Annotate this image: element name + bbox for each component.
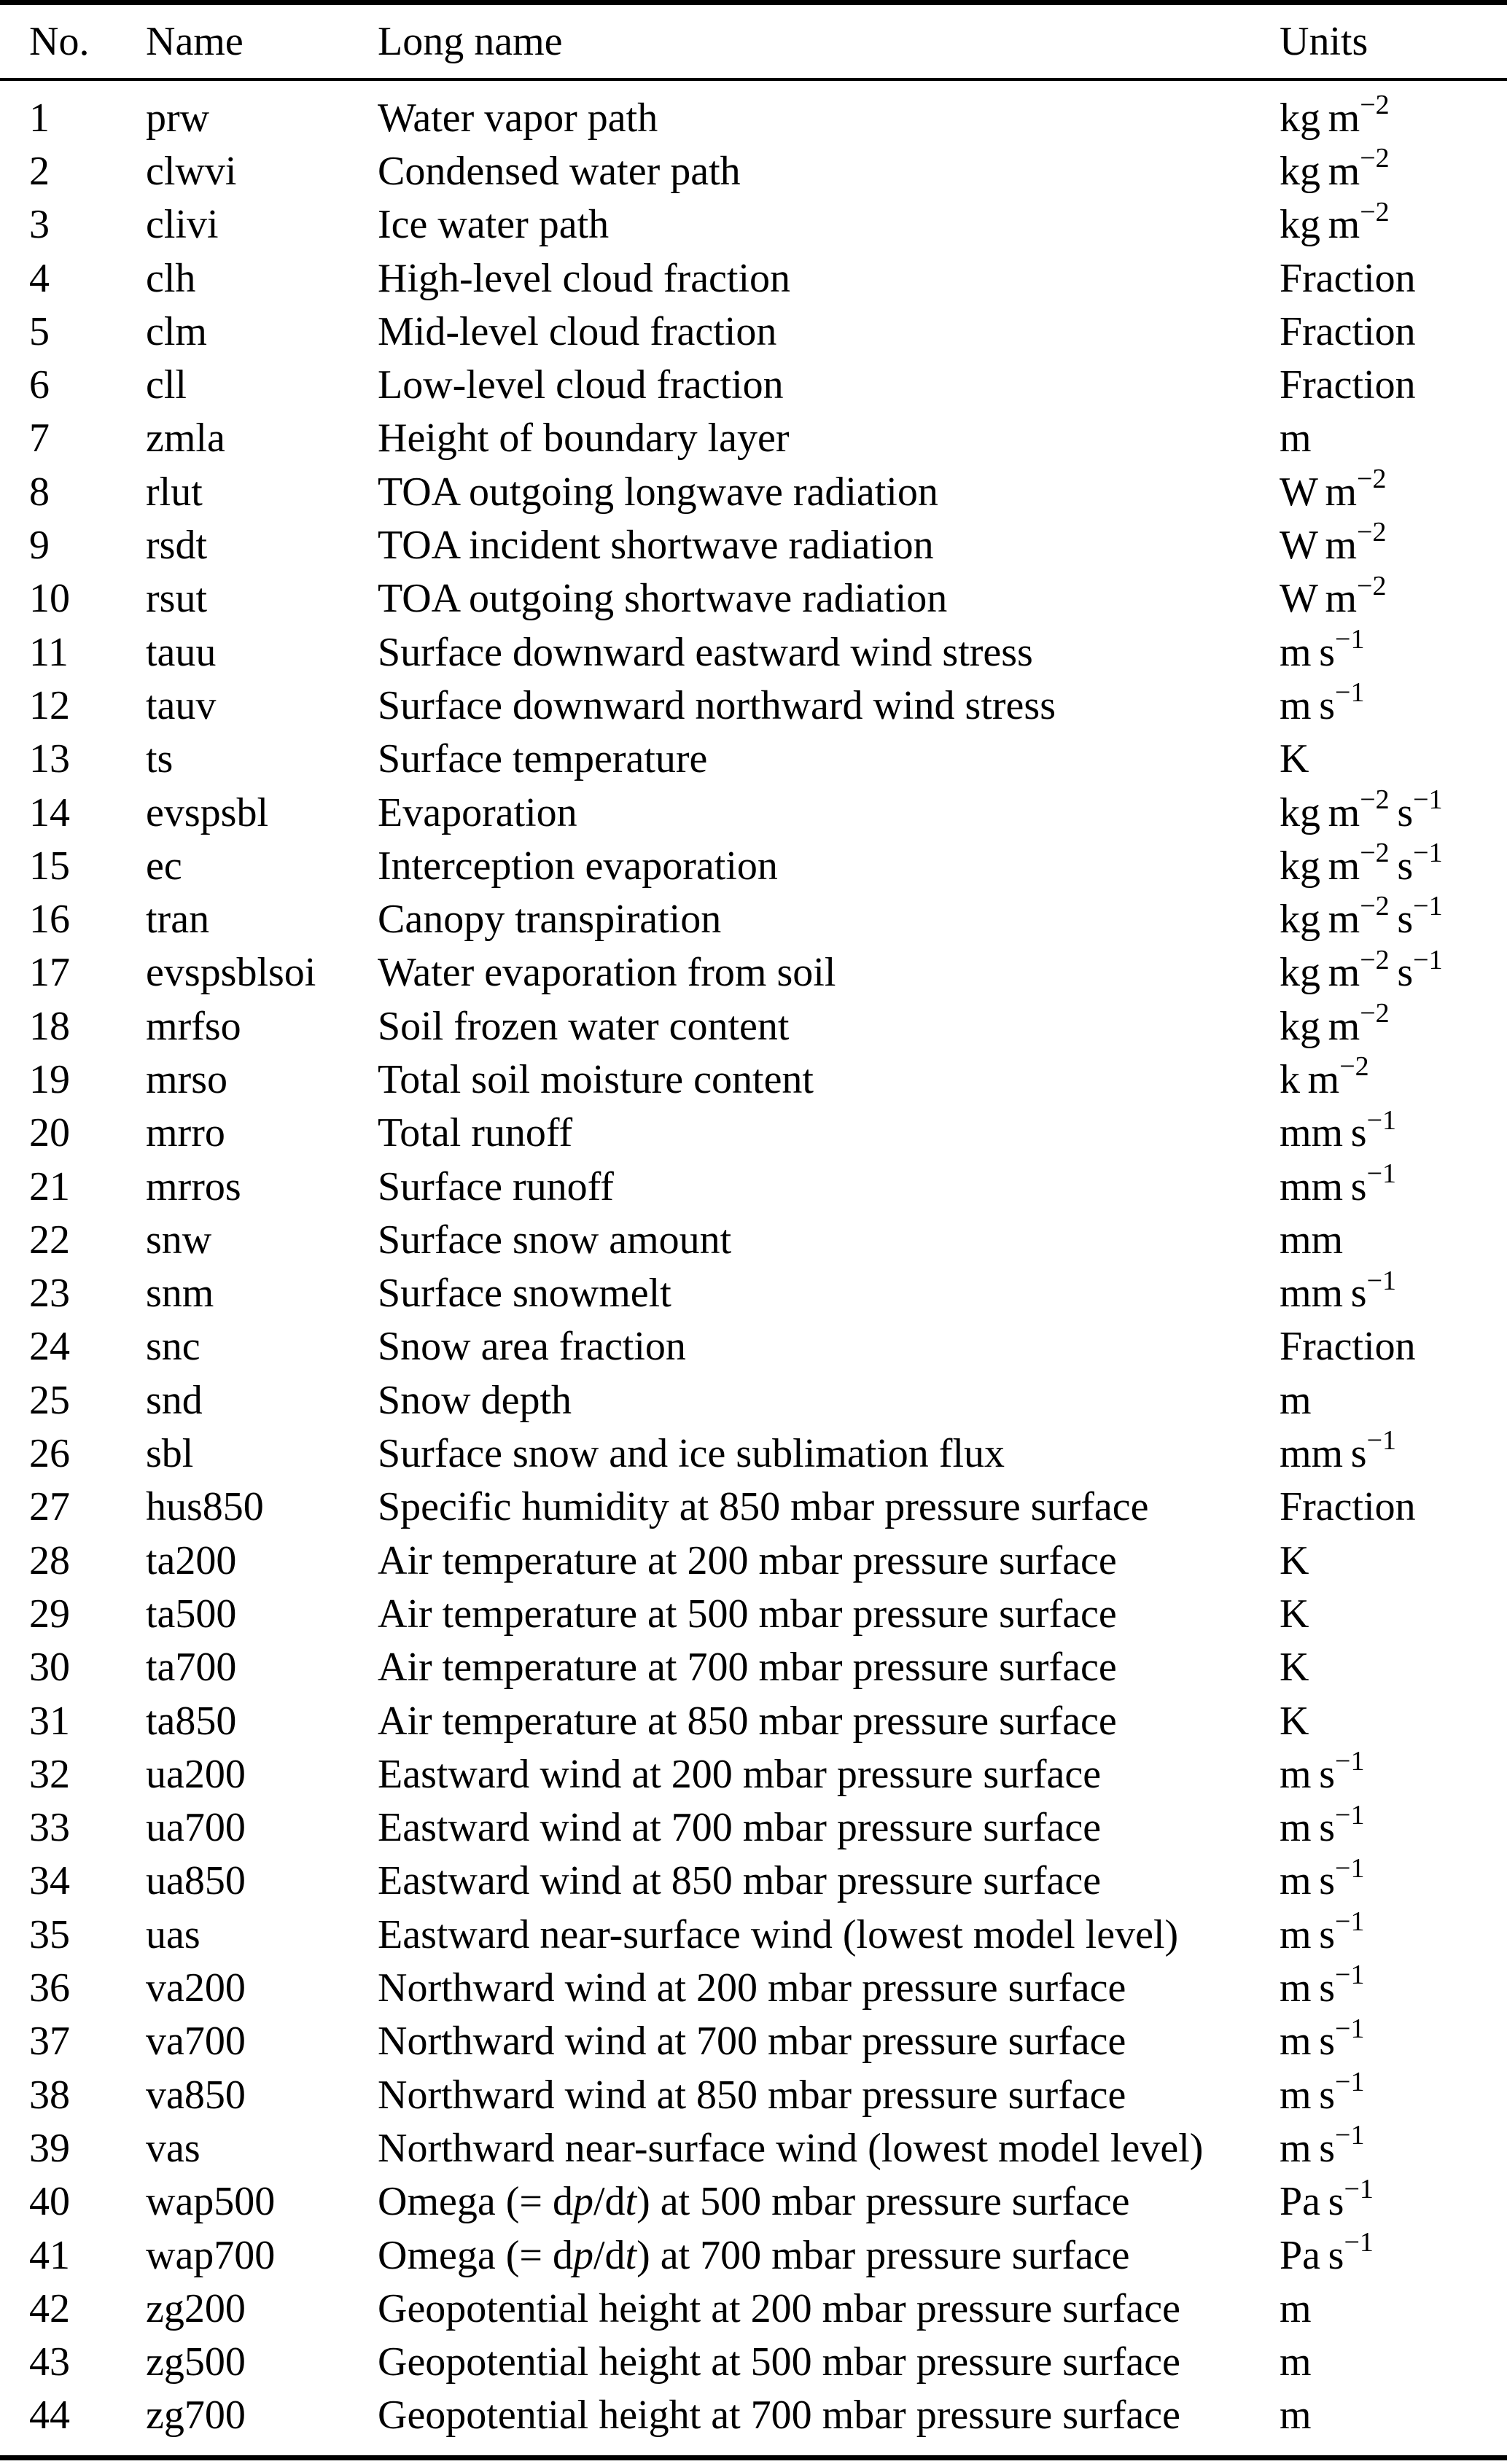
- cell-units: m $s^{-1}$: [1280, 1906, 1365, 1957]
- table-bottom-rule: [0, 2455, 1507, 2460]
- cell-long-name: Omega (= dp/dt) at 500 mbar pressure surface: [378, 2179, 1130, 2225]
- cell-no: 20: [29, 1110, 70, 1156]
- cell-no: 25: [29, 1377, 70, 1423]
- cell-no: 3: [29, 202, 50, 248]
- table-row: [0, 1104, 1507, 1160]
- table-row: [0, 1587, 1507, 1640]
- table-row: [0, 2175, 1507, 2229]
- cell-units: K: [1280, 736, 1309, 782]
- cell-no: 18: [29, 1003, 70, 1049]
- cell-name: clh: [146, 255, 196, 301]
- cell-name: hus850: [146, 1484, 264, 1530]
- cell-name: sbl: [146, 1431, 194, 1477]
- cell-name: cll: [146, 362, 187, 408]
- cell-units: m $s^{-1}$: [1280, 1746, 1365, 1797]
- cell-no: 27: [29, 1484, 70, 1530]
- table-row: [0, 625, 1507, 679]
- cell-units: m: [1280, 2339, 1312, 2385]
- table-row: [0, 1534, 1507, 1587]
- cell-no: 39: [29, 2125, 70, 2171]
- cell-no: 30: [29, 1645, 70, 1691]
- cell-no: 1: [29, 95, 50, 141]
- cell-units: m: [1280, 2285, 1312, 2331]
- table-row: [0, 1267, 1507, 1320]
- cell-long-name: Eastward wind at 850 mbar pressure surface: [378, 1858, 1102, 1904]
- cell-no: 38: [29, 2072, 70, 2118]
- cell-name: ts: [146, 736, 174, 782]
- cell-name: clm: [146, 308, 207, 354]
- table-row: [0, 1160, 1507, 1213]
- cell-units: Fraction: [1280, 1324, 1416, 1370]
- cell-units: kg $m^{-2}$: [1280, 196, 1390, 248]
- table-header-rule: [0, 78, 1507, 81]
- table-row: [0, 572, 1507, 625]
- cell-name: tran: [146, 897, 210, 943]
- table-row: [0, 892, 1507, 946]
- cell-units: m $s^{-1}$: [1280, 2120, 1365, 2171]
- cell-units: K: [1280, 1537, 1309, 1583]
- cell-long-name: Surface runoff: [378, 1163, 614, 1209]
- cell-long-name: Water evaporation from soil: [378, 950, 836, 996]
- table-row: [0, 2282, 1507, 2335]
- cell-name: ua850: [146, 1858, 246, 1904]
- cell-units: m: [1280, 2393, 1312, 2438]
- table-body: [0, 91, 1507, 2442]
- cell-name: ta700: [146, 1645, 237, 1691]
- cell-long-name: Air temperature at 500 mbar pressure surface: [378, 1591, 1117, 1637]
- cell-units: K: [1280, 1645, 1309, 1691]
- cell-no: 16: [29, 897, 70, 943]
- cell-units: m $s^{-1}$: [1280, 2013, 1365, 2065]
- cell-name: ua200: [146, 1751, 246, 1797]
- cell-name: ec: [146, 843, 182, 889]
- table-row: [0, 839, 1507, 892]
- cell-no: 28: [29, 1537, 70, 1583]
- cell-long-name: Eastward near-surface wind (lowest model level): [378, 1911, 1179, 1957]
- cell-units: m $s^{-1}$: [1280, 624, 1365, 675]
- table-row: [0, 786, 1507, 839]
- cell-name: zg500: [146, 2339, 246, 2385]
- cell-name: rlut: [146, 469, 203, 515]
- cell-units: k $m^{-2}$: [1280, 1051, 1369, 1102]
- cell-long-name: High-level cloud fraction: [378, 255, 791, 301]
- cell-units: kg $m^{-2}$ $s^{-1}$: [1280, 891, 1443, 943]
- cell-long-name: Surface temperature: [378, 736, 708, 782]
- cell-units: mm: [1280, 1217, 1344, 1263]
- header-units: Units: [1280, 19, 1368, 64]
- cell-long-name: Geopotential height at 500 mbar pressure surface: [378, 2339, 1180, 2385]
- cell-long-name: Snow depth: [378, 1377, 572, 1423]
- cell-no: 42: [29, 2285, 70, 2331]
- cell-long-name: Northward wind at 850 mbar pressure surface: [378, 2072, 1126, 2118]
- cell-no: 33: [29, 1805, 70, 1851]
- cell-no: 4: [29, 255, 50, 301]
- table-row: [0, 1213, 1507, 1266]
- table-row: [0, 733, 1507, 786]
- cell-name: va700: [146, 2019, 246, 2065]
- cell-name: snw: [146, 1217, 212, 1263]
- cell-long-name: Ice water path: [378, 202, 610, 248]
- cell-name: zg700: [146, 2393, 246, 2438]
- cell-units: kg $m^{-2}$ $s^{-1}$: [1280, 838, 1443, 889]
- table-row: [0, 305, 1507, 358]
- cell-long-name: Evaporation: [378, 790, 577, 835]
- cell-no: 17: [29, 950, 70, 996]
- cell-units: W $m^{-2}$: [1280, 464, 1387, 515]
- cell-name: mrfso: [146, 1003, 241, 1049]
- cell-long-name: Geopotential height at 200 mbar pressure surface: [378, 2285, 1180, 2331]
- cell-no: 19: [29, 1056, 70, 1102]
- cell-units: m $s^{-1}$: [1280, 1960, 1365, 2011]
- table-header-row: [0, 5, 1507, 78]
- cell-long-name: Low-level cloud fraction: [378, 362, 784, 408]
- cell-name: zg200: [146, 2285, 246, 2331]
- cell-name: mrros: [146, 1163, 241, 1209]
- cell-units: K: [1280, 1591, 1309, 1637]
- cell-no: 34: [29, 1858, 70, 1904]
- cell-no: 32: [29, 1751, 70, 1797]
- header-name: Name: [146, 19, 244, 64]
- cell-units: m: [1280, 1377, 1312, 1423]
- cell-long-name: Soil frozen water content: [378, 1003, 790, 1049]
- table-row: [0, 1373, 1507, 1427]
- cell-name: rsut: [146, 576, 207, 622]
- cell-name: ua700: [146, 1805, 246, 1851]
- cell-long-name: Northward near-surface wind (lowest model level): [378, 2125, 1204, 2171]
- cell-no: 24: [29, 1324, 70, 1370]
- cell-long-name: Surface snow and ice sublimation flux: [378, 1431, 1005, 1477]
- cell-no: 2: [29, 148, 50, 194]
- cell-long-name: Condensed water path: [378, 148, 741, 194]
- cell-units: kg $m^{-2}$ $s^{-1}$: [1280, 784, 1443, 835]
- table-row: [0, 144, 1507, 198]
- cell-units: kg $m^{-2}$ $s^{-1}$: [1280, 944, 1443, 996]
- table-row: [0, 2121, 1507, 2175]
- cell-units: Fraction: [1280, 255, 1416, 301]
- cell-long-name: Water vapor path: [378, 95, 658, 141]
- table-row: [0, 358, 1507, 411]
- cell-no: 21: [29, 1163, 70, 1209]
- cell-long-name: Snow area fraction: [378, 1324, 686, 1370]
- table-row: [0, 412, 1507, 465]
- cell-long-name: TOA outgoing shortwave radiation: [378, 576, 948, 622]
- cell-name: va850: [146, 2072, 246, 2118]
- table-row: [0, 1908, 1507, 1961]
- header-no: No.: [29, 19, 90, 64]
- cell-no: 22: [29, 1217, 70, 1263]
- cell-no: 26: [29, 1431, 70, 1477]
- table-row: [0, 1961, 1507, 2014]
- cell-long-name: Mid-level cloud fraction: [378, 308, 777, 354]
- cell-long-name: Geopotential height at 700 mbar pressure surface: [378, 2393, 1180, 2438]
- table-row: [0, 2335, 1507, 2388]
- table-row: [0, 2226, 1507, 2282]
- cell-long-name: Air temperature at 700 mbar pressure surface: [378, 1645, 1117, 1691]
- cell-no: 41: [29, 2232, 70, 2278]
- cell-no: 14: [29, 790, 70, 835]
- cell-units: kg $m^{-2}$: [1280, 143, 1390, 194]
- cell-long-name: Air temperature at 850 mbar pressure surface: [378, 1698, 1117, 1744]
- cell-no: 7: [29, 416, 50, 461]
- table-row: [0, 2068, 1507, 2121]
- cell-units: Fraction: [1280, 1484, 1416, 1530]
- table-row: [0, 1053, 1507, 1106]
- cell-long-name: Specific humidity at 850 mbar pressure surface: [378, 1484, 1149, 1530]
- cell-name: va200: [146, 1965, 246, 2011]
- cell-no: 8: [29, 469, 50, 515]
- cell-units: W $m^{-2}$: [1280, 517, 1387, 569]
- cell-long-name: Air temperature at 200 mbar pressure surface: [378, 1537, 1117, 1583]
- cell-name: ta200: [146, 1537, 237, 1583]
- table-row: [0, 1747, 1507, 1801]
- cell-name: mrso: [146, 1056, 227, 1102]
- cell-units: mm $s^{-1}$: [1280, 1265, 1397, 1317]
- cell-no: 36: [29, 1965, 70, 2011]
- cell-long-name: Interception evaporation: [378, 843, 778, 889]
- table-top-rule: [0, 0, 1507, 5]
- table-row: [0, 946, 1507, 999]
- cell-units: m: [1280, 416, 1312, 461]
- cell-name: ta850: [146, 1698, 237, 1744]
- cell-name: tauu: [146, 629, 217, 675]
- cell-long-name: Eastward wind at 200 mbar pressure surface: [378, 1751, 1102, 1797]
- cell-name: clwvi: [146, 148, 237, 194]
- cell-long-name: TOA incident shortwave radiation: [378, 523, 934, 569]
- cell-long-name: Eastward wind at 700 mbar pressure surface: [378, 1805, 1102, 1851]
- header-long-name: Long name: [378, 19, 563, 64]
- table-row: [0, 198, 1507, 252]
- cell-no: 9: [29, 523, 50, 569]
- cell-units: kg $m^{-2}$: [1280, 90, 1390, 141]
- cell-long-name: Total runoff: [378, 1110, 573, 1156]
- cell-no: 13: [29, 736, 70, 782]
- cell-no: 15: [29, 843, 70, 889]
- table-row: [0, 1852, 1507, 1908]
- table-row: [0, 465, 1507, 518]
- cell-units: kg $m^{-2}$: [1280, 998, 1390, 1049]
- cell-long-name: Omega (= dp/dt) at 700 mbar pressure surface: [378, 2232, 1130, 2278]
- cell-units: Fraction: [1280, 308, 1416, 354]
- cell-name: rsdt: [146, 523, 207, 569]
- cell-long-name: Surface snowmelt: [378, 1271, 671, 1317]
- cell-name: evspsblsoi: [146, 950, 316, 996]
- cell-no: 43: [29, 2339, 70, 2385]
- table-row: [0, 2389, 1507, 2442]
- cell-name: zmla: [146, 416, 225, 461]
- cell-long-name: TOA outgoing longwave radiation: [378, 469, 938, 515]
- table-row: [0, 252, 1507, 305]
- table-row: [0, 1427, 1507, 1480]
- cell-no: 12: [29, 682, 70, 728]
- table-row: [0, 2015, 1507, 2068]
- cell-name: clivi: [146, 202, 219, 248]
- table-row: [0, 91, 1507, 144]
- cell-long-name: Surface downward eastward wind stress: [378, 629, 1033, 675]
- cell-name: snd: [146, 1377, 203, 1423]
- cell-long-name: Northward wind at 200 mbar pressure surface: [378, 1965, 1126, 2011]
- cell-name: snc: [146, 1324, 200, 1370]
- cell-units: mm $s^{-1}$: [1280, 1104, 1397, 1156]
- cell-units: Pa $s^{-1}$: [1280, 2226, 1374, 2278]
- cell-no: 29: [29, 1591, 70, 1637]
- cell-units: mm $s^{-1}$: [1280, 1425, 1397, 1477]
- cell-units: m $s^{-1}$: [1280, 1799, 1365, 1851]
- cell-name: mrro: [146, 1110, 225, 1156]
- cell-name: wap700: [146, 2232, 276, 2278]
- cell-no: 23: [29, 1271, 70, 1317]
- cell-no: 10: [29, 576, 70, 622]
- cell-units: K: [1280, 1698, 1309, 1744]
- cell-long-name: Surface downward northward wind stress: [378, 682, 1056, 728]
- table-row: [0, 679, 1507, 732]
- cell-no: 37: [29, 2019, 70, 2065]
- cell-long-name: Total soil moisture content: [378, 1056, 814, 1102]
- cell-units: m $s^{-1}$: [1280, 2067, 1365, 2118]
- cell-no: 35: [29, 1911, 70, 1957]
- cell-long-name: Surface snow amount: [378, 1217, 732, 1263]
- cell-name: tauv: [146, 682, 217, 728]
- table-row: [0, 518, 1507, 572]
- table-row: [0, 1641, 1507, 1694]
- cell-no: 11: [29, 629, 69, 675]
- cell-units: W $m^{-2}$: [1280, 570, 1387, 622]
- cell-name: snm: [146, 1271, 214, 1317]
- cell-units: mm $s^{-1}$: [1280, 1158, 1397, 1209]
- cell-name: ta500: [146, 1591, 237, 1637]
- cell-no: 31: [29, 1698, 70, 1744]
- cell-units: m $s^{-1}$: [1280, 1852, 1365, 1904]
- cell-no: 40: [29, 2179, 70, 2225]
- cell-units: Fraction: [1280, 362, 1416, 408]
- table-row: [0, 1320, 1507, 1373]
- cell-no: 44: [29, 2393, 70, 2438]
- cell-name: wap500: [146, 2179, 276, 2225]
- cell-no: 6: [29, 362, 50, 408]
- cell-units: Pa $s^{-1}$: [1280, 2173, 1374, 2225]
- table-row: [0, 1694, 1507, 1747]
- cell-name: uas: [146, 1911, 200, 1957]
- cell-long-name: Northward wind at 700 mbar pressure surface: [378, 2019, 1126, 2065]
- table-row: [0, 999, 1507, 1053]
- cell-name: vas: [146, 2125, 200, 2171]
- cell-long-name: Canopy transpiration: [378, 897, 722, 943]
- cell-units: m $s^{-1}$: [1280, 677, 1365, 728]
- cell-long-name: Height of boundary layer: [378, 416, 790, 461]
- table-row: [0, 1481, 1507, 1534]
- cell-name: prw: [146, 95, 210, 141]
- table-row: [0, 1801, 1507, 1855]
- cell-name: evspsbl: [146, 790, 268, 835]
- cell-no: 5: [29, 308, 50, 354]
